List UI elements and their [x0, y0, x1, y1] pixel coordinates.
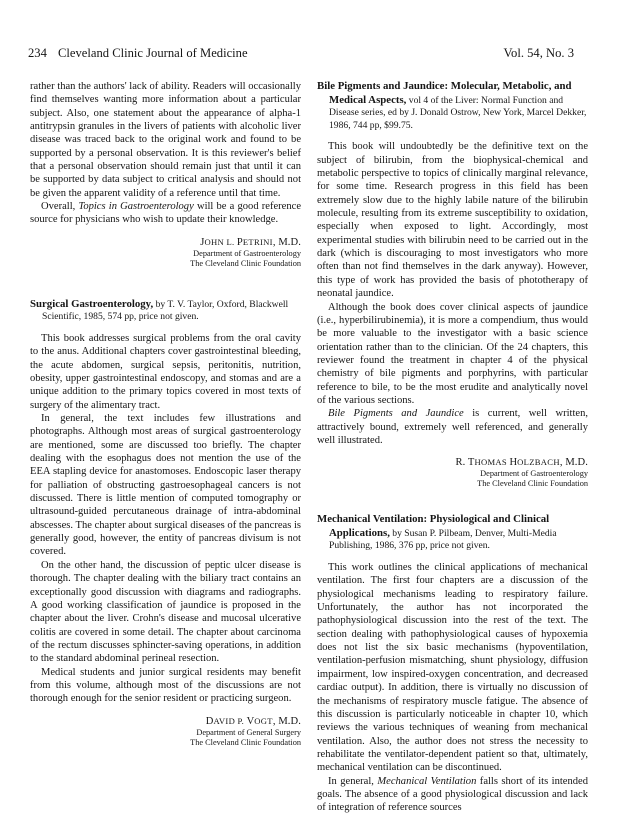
review-heading: [317, 80, 588, 132]
review-paragraph: Although the book does cover clinical aspects of jaundice (i.e., hyperbilirubinemia), it is more a compendium, thus would be more valuable to the investigator with a basic science orientation rather than to the clinician. Of the 24 chapters, this reviewer found the treatment in chapter 4 of the physical chemistry of bile pigments and porphyrins, with particular reference to bile, to be the most erudite and analytically novel of the various sections.: [317, 301, 588, 406]
reviewer-department: Department of Gastroenterology: [480, 469, 588, 479]
review-book-meta: by T. V. Taylor, Oxford, Blackwell Scientific, 1985, 574 pp, price not given.: [42, 298, 289, 323]
reviewer-institution: The Cleveland Clinic Foundation: [190, 737, 301, 747]
review-paragraph: Medical students and junior surgical residents may benefit from this volume, although most of the discussions are not thorough enough for the senior resident or practicing surgeon.: [30, 666, 301, 705]
reviewer-signature: [30, 236, 301, 269]
review-book-meta: by Susan P. Pilbeam, Denver, Multi-Media Publishing, 1986, 376 pp, price not given.: [329, 527, 557, 552]
journal-title: Cleveland Clinic Journal of Medicine: [58, 46, 248, 60]
review-paragraph: This book addresses surgical problems from the oral cavity to the anus. Additional chapters cover gastrointestinal bleeding, the acute abdomen, surgical sepsis, peritonitis, nutrition, obesity, upper gastrointestinal endoscopy, and stomas and are a unique addition to the primary topics covered in most texts of surgery of the alimentary tract.: [30, 332, 301, 411]
reviewer-department: Department of Gastroenterology: [193, 248, 301, 258]
review-heading: [30, 298, 301, 324]
review-paragraph: On the other hand, the discussion of peptic ulcer disease is thorough. The chapter dealing with the biliary tract contains an exceptionally good discussion with diagrams and radiographs. A good working classification of jaundice is proposed in the chapter about the liver. Crohn's disease and mucosal ulcerative colitis are covered in some detail. The chapter about carcinoma of the rectum discusses sphincter-saving operations, in addition to the standard abdominal perineal resection.: [30, 559, 301, 665]
review-paragraph: This work outlines the clinical applications of mechanical ventilation. The first four chapters are a discussion of the physiological mechanisms leading to respiratory failure. Unfortunately, the author has not incorporated the pathophysiological discussion into the rest of the text. The section dealing with pathophysiological causes of hypoxemia does not list the six basic mechanisms (hypoventilation, ventilation-perfusion mismatching, shunt physiology, diffusion impairment, low inspired-oxygen concentration, and decreased cardiac output). In addition, there is virtually no discussion of the mechanisms of respiratory muscle fatigue. The absence of this discussion is particularly noticeable in chapter 10, which reviews the various techniques of weaning from mechanical ventilation. Also, the author does not stress the necessity to rehabilitate the ventilator-dependent patient so that, ultimately, mechanical ventilation can be discontinued.: [317, 562, 588, 774]
reviewer-institution: The Cleveland Clinic Foundation: [477, 479, 588, 489]
reviewer-signature: [317, 456, 588, 489]
reviewer-name: JOHN L. PETRINI, M.D.: [200, 236, 301, 248]
reviewer-name: DAVID P. VOGT, M.D.: [205, 715, 301, 727]
closing-paragraph: In general, Mechanical Ventilation falls short of its intended goals. The absence of a good physiological discussion and lack of integration of reference sources: [317, 775, 588, 814]
right-column: [317, 80, 588, 815]
reviewer-name: R. THOMAS HOLZBACH, M.D.: [455, 457, 588, 469]
continued-paragraph: rather than the authors' lack of ability. Readers will occasionally find themselves wanting more information about a particular subject. Also, one statement about the appearance of alpha-1 antitrypsin granules in the livers of patients with alcoholic liver disease was traced back to the original work and found to be supported by a personal observation. It is this reviewer's belief that a personal observation should remain just that until it can be supported by data subject to critical analysis and should not be given the apparent validity of a reference until that time.: [30, 81, 301, 199]
review-book-title: Surgical Gastroenterology,: [30, 297, 154, 310]
volume-issue: Vol. 54, No. 3: [503, 46, 574, 60]
closing-paragraph: Overall, Topics in Gastroenterology will be a good reference source for physicians who wish to update their knowledge.: [30, 201, 301, 226]
book-title-ref: Mechanical Ventilation: [377, 775, 477, 787]
reviewer-institution: The Cleveland Clinic Foundation: [190, 258, 301, 268]
reviewer-signature: [30, 715, 301, 748]
review-heading: [317, 513, 588, 553]
review-paragraph: This book will undoubtedly be the definitive text on the subject of bilirubin, from the biophysical-chemical and metabolic perspective to topics of clinically marginal relevance, for some time. Research progress in this field has been extremely slow due to the highly labile nature of the bilirubin molecule, resulting from its extreme susceptibility to oxidation, especially when exposed to light. Accordingly, most experimental studies with bilirubin need to be carried out in the dark (which is discouraging to most investigators who more often than not find themselves in the dark anyway). However, this type of work has provided the basis of phototherapy of neonatal jaundice.: [317, 141, 588, 300]
review-paragraph: In general, the text includes few illustrations and photographs. Although most areas of surgical gastroenterology are mentioned, some are discussed too briefly. The chapter dealing with the esophagus does not mention the use of the EEA stapling device for anastomoses. Endoscopic laser therapy for palliation of obstructing gastroesophageal cancers is not discussed. There is little mention of computed tomography or ultrasound-guided percutaneous drainage of intra-abdominal abscesses. The chapter about surgical diseases of the pancreas is generally good, however, the entity of pancreas divisum is not covered.: [30, 413, 301, 558]
book-title-ref: Bile Pigments and Jaundice: [328, 408, 464, 420]
closing-paragraph: Bile Pigments and Jaundice is current, well written, attractively bound, extremely well referenced, and generally well illustrated.: [317, 408, 588, 446]
reviewer-department: Department of General Surgery: [196, 727, 301, 737]
page-number: 234: [28, 46, 47, 60]
review-book-title: Bile Pigments and Jaundice: Molecular, Metabolic, and Medical Aspects,: [317, 80, 572, 106]
review-book-meta: vol 4 of the Liver: Normal Function and Disease series, ed by J. Donald Ostrow, New York, Marcel Dekker, 1986, 744 pp, $99.75.: [329, 94, 587, 131]
review-book-title: Mechanical Ventilation: Physiological and Clinical Applications,: [317, 513, 550, 539]
book-title-ref: Topics in Gastroenterology: [78, 201, 194, 213]
left-column: [30, 80, 301, 748]
